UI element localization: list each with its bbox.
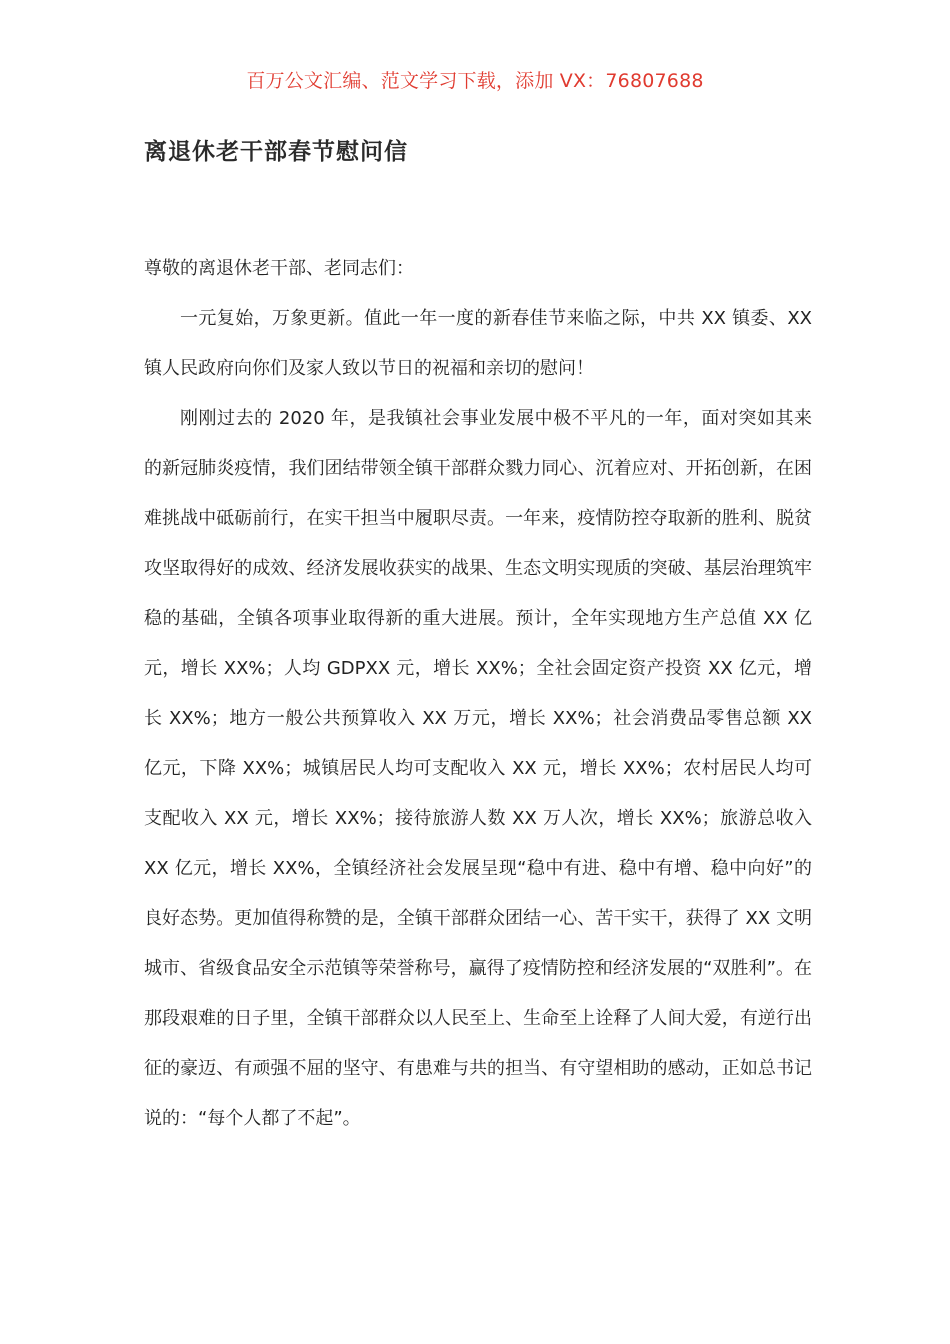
promo-banner: 百万公文汇编、范文学习下载，添加 VX：76807688 — [246, 70, 704, 92]
paragraph-review: 刚刚过去的 2020 年，是我镇社会事业发展中极不平凡的一年，面对突如其来的新冠肺炎疫情，我们团结带领全镇干部群众戮力同心、沉着应对、开拓创新，在困难挑战中砥砺前行，在实干担当中履职尽责。一年来，疫情防控夺取新的胜利、脱贫攻坚取得好的成效、经济发展收获实的战果、生态文明实现质的突破、基层治理筑牢稳的基础，全镇各项事业取得新的重大进展。预计，全年实现地方生产总值 XX 亿元，增长 XX%；人均 GDPXX 元，增长 XX%；全社会固定资产投资 XX 亿元，增长 XX%；地方一般公共预算收入 XX 万元，增长 XX%；社会消费品零售总额 XX 亿元，下降 XX%；城镇居民人均可支配收入 XX 元，增长 XX%；农村居民人均可支配收入 XX 元，增长 XX%；接待旅游人数 XX 万人次，增长 XX%；旅游总收入 XX 亿元，增长 XX%，全镇经济社会发展呈现“稳中有进、稳中有增、稳中向好”的良好态势。更加值得称赞的是，全镇干部群众团结一心、苦干实干，获得了 XX 文明城市、省级食品安全示范镇等荣誉称号，赢得了疫情防控和经济发展的“双胜利”。在那段艰难的日子里，全镇干部群众以人民至上、生命至上诠释了人间大爱，有逆行出征的豪迈、有顽强不屈的坚守、有患难与共的担当、有守望相助的感动，正如总书记说的：“每个人都了不起”。 — [144, 408, 812, 1129]
paragraph-greeting: 一元复始，万象更新。值此一年一度的新春佳节来临之际，中共 XX 镇委、XX 镇人民政府向你们及家人致以节日的祝福和亲切的慰问！ — [144, 308, 812, 379]
document-title: 离退休老干部春节慰问信 — [144, 138, 408, 165]
letter-body — [144, 244, 812, 1144]
salutation: 尊敬的离退休老干部、老同志们： — [144, 258, 414, 279]
